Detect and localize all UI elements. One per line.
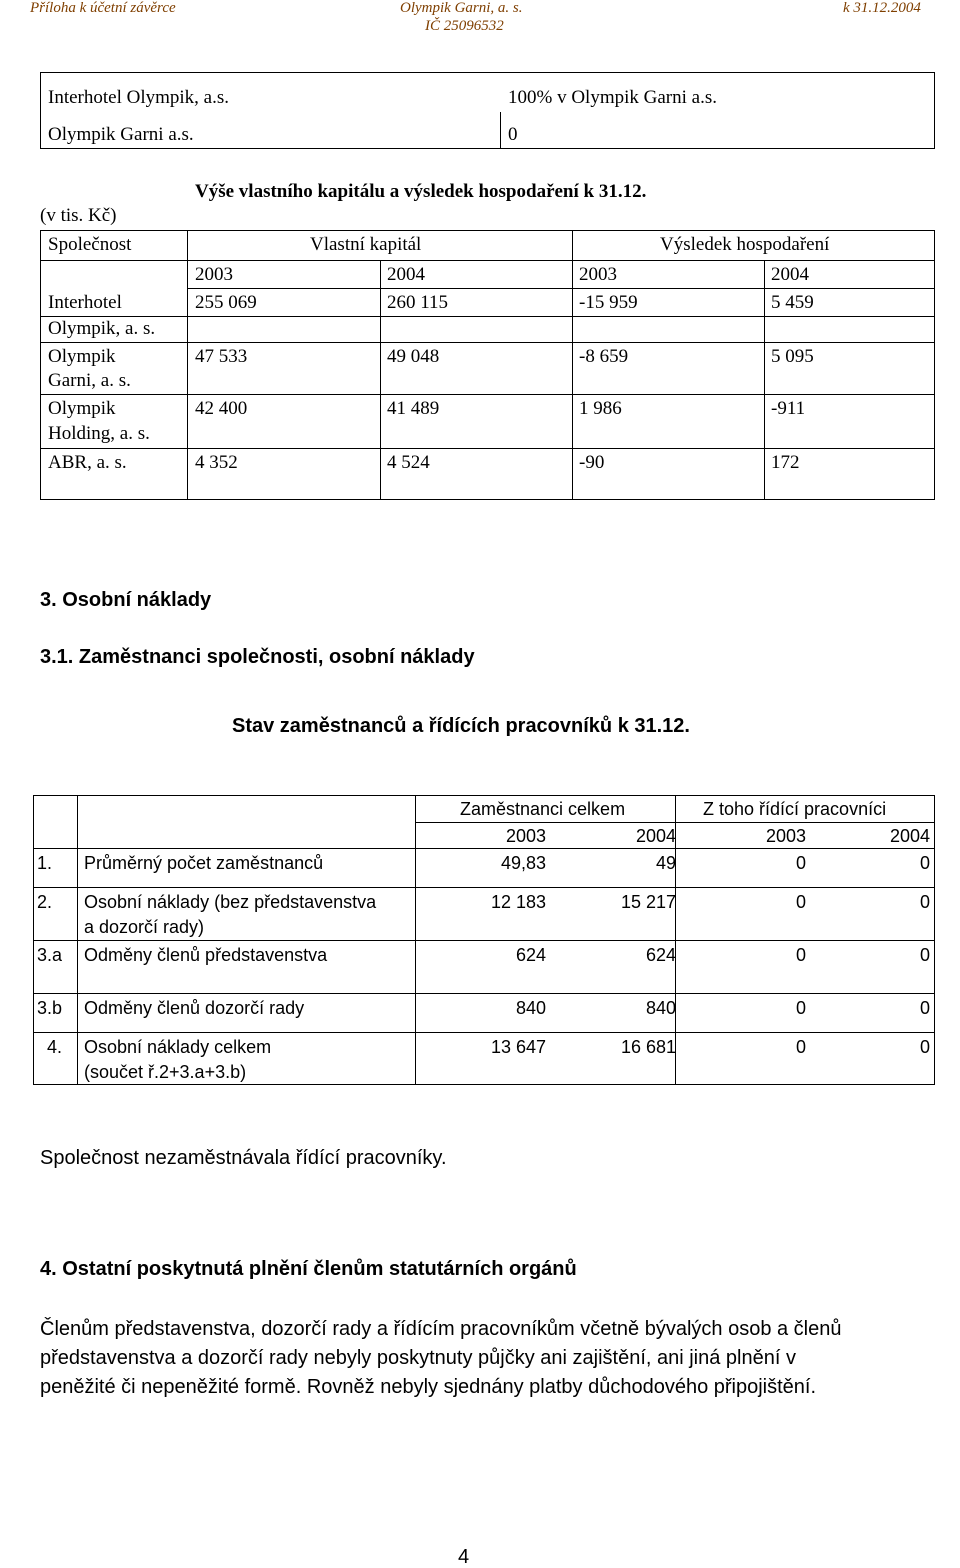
staff-row-label: (součet ř.2+3.a+3.b) (84, 1062, 247, 1082)
header-left: Příloha k účetní závěrce (30, 0, 176, 16)
equity-row-name: Garni, a. s. (48, 370, 131, 391)
section3-heading: 3. Osobní náklady (40, 589, 212, 611)
staff-cell: 49,83 (500, 853, 546, 873)
ownership-left-1: Interhotel Olympik, a.s. (48, 87, 229, 108)
equity-unit: (v tis. Kč) (40, 205, 117, 226)
equity-cell: -90 (579, 452, 605, 473)
equity-cell: 49 048 (387, 346, 440, 367)
staff-rule (33, 1032, 935, 1033)
staff-cell: 0 (919, 892, 930, 912)
equity-row-name: Olympik (48, 398, 116, 419)
header-date: k 31.12.2004 (843, 0, 921, 16)
staff-row-num: 1. (37, 853, 53, 873)
equity-cell: 1 986 (579, 398, 622, 419)
equity-cell: -15 959 (579, 292, 638, 313)
equity-col-rule (380, 260, 381, 500)
equity-col-rule (572, 230, 573, 500)
staff-year: 2003 (765, 826, 806, 846)
equity-cell: 255 069 (195, 292, 257, 313)
staff-row-num: 2. (37, 892, 53, 912)
equity-rule (40, 342, 935, 343)
equity-row-name: Olympik, a. s. (48, 318, 156, 339)
staff-rule (33, 993, 935, 994)
staff-rule (415, 822, 935, 823)
section4-line: Členům představenstva, dozorčí rady a řídícím pracovníkům včetně bývalých osob a členů (40, 1318, 842, 1340)
equity-rule (40, 448, 935, 449)
staff-col-mgmt: Z toho řídící pracovníci (703, 799, 887, 819)
equity-col-result: Výsledek hospodaření (660, 234, 830, 255)
staff-cell: 840 (515, 998, 546, 1018)
staff-year: 2003 (505, 826, 546, 846)
staff-cell: 13 647 (490, 1037, 546, 1057)
staff-row-label: Osobní náklady (bez představenstva (84, 892, 377, 912)
staff-cell: 0 (919, 998, 930, 1018)
equity-col-equity: Vlastní kapitál (310, 234, 422, 255)
staff-cell: 0 (795, 892, 806, 912)
equity-cell: 47 533 (195, 346, 248, 367)
staff-cell: 0 (795, 945, 806, 965)
equity-rule (40, 394, 935, 395)
staff-cell: 15 217 (620, 892, 676, 912)
equity-year: 2003 (579, 264, 617, 285)
staff-row-label: a dozorčí rady) (84, 917, 205, 937)
equity-row-name: ABR, a. s. (48, 452, 127, 473)
equity-cell: 5 459 (771, 292, 814, 313)
staff-row-label: Odměny členů představenstva (84, 945, 328, 965)
staff-rule (33, 940, 935, 941)
header-company: Olympik Garni, a. s. (400, 0, 523, 16)
section4-paragraph (40, 1315, 930, 1402)
staff-year: 2004 (635, 826, 676, 846)
staff-rule (33, 848, 935, 849)
staff-cell: 0 (919, 853, 930, 873)
section4-line: peněžité či nepeněžité formě. Rovněž nebyly sjednány platby důchodového připojištění. (40, 1376, 817, 1398)
page-number: 4 (458, 1546, 470, 1568)
equity-row-name: Holding, a. s. (48, 423, 150, 444)
staff-row-label: Odměny členů dozorčí rady (84, 998, 305, 1018)
staff-row-num: 3.a (37, 945, 63, 965)
staff-cell: 0 (795, 853, 806, 873)
equity-cell: 4 524 (387, 452, 430, 473)
equity-title: Výše vlastního kapitálu a výsledek hospodaření k 31.12. (195, 181, 647, 202)
ownership-right-1: 100% v Olympik Garni a.s. (508, 87, 717, 108)
equity-rule (187, 288, 935, 289)
staff-row-num: 3.b (37, 998, 63, 1018)
header-ic: IČ 25096532 (425, 18, 504, 34)
equity-cell: -911 (771, 398, 806, 419)
staff-cell: 12 183 (490, 892, 546, 912)
equity-row-name: Interhotel (48, 292, 122, 313)
staff-cell: 624 (515, 945, 546, 965)
staff-cell: 16 681 (620, 1037, 676, 1057)
ownership-left-2: Olympik Garni a.s. (48, 124, 194, 145)
staff-cell: 0 (919, 945, 930, 965)
equity-cell: 42 400 (195, 398, 248, 419)
staff-cell: 840 (645, 998, 676, 1018)
equity-cell: 4 352 (195, 452, 238, 473)
equity-row-name: Olympik (48, 346, 116, 367)
staff-note: Společnost nezaměstnávala řídící pracovníky. (40, 1147, 447, 1169)
staff-cell: 0 (795, 1037, 806, 1057)
staff-cell: 0 (919, 1037, 930, 1057)
equity-cell: 5 095 (771, 346, 814, 367)
equity-col-rule (764, 260, 765, 500)
equity-cell: 41 489 (387, 398, 440, 419)
staff-row-num: 4. (47, 1037, 63, 1057)
staff-row-label: Průměrný počet zaměstnanců (84, 853, 324, 873)
staff-cell: 49 (655, 853, 676, 873)
staff-table-title: Stav zaměstnanců a řídících pracovníků k 31.12. (232, 715, 690, 737)
staff-rule (33, 887, 935, 888)
staff-col-all: Zaměstnanci celkem (460, 799, 626, 819)
ownership-divider (500, 112, 501, 149)
equity-cell: 260 115 (387, 292, 449, 313)
equity-year: 2004 (771, 264, 809, 285)
equity-rule (40, 260, 935, 261)
equity-rule (40, 316, 935, 317)
section4-heading: 4. Ostatní poskytnutá plnění členům statutárních orgánů (40, 1258, 577, 1280)
staff-cell: 0 (795, 998, 806, 1018)
equity-cell: 172 (771, 452, 800, 473)
equity-cell: -8 659 (579, 346, 629, 367)
staff-cell: 624 (645, 945, 676, 965)
staff-year: 2004 (889, 826, 930, 846)
equity-col-company: Společnost (48, 234, 132, 255)
equity-col-rule (187, 230, 188, 500)
equity-year: 2004 (387, 264, 425, 285)
staff-row-label: Osobní náklady celkem (84, 1037, 272, 1057)
equity-year: 2003 (195, 264, 233, 285)
section4-line: představenstva a dozorčí rady nebyly poskytnuty půjčky ani zajištění, ani jiná plnění v (40, 1347, 796, 1369)
ownership-right-2: 0 (508, 124, 518, 145)
section3-subheading: 3.1. Zaměstnanci společnosti, osobní náklady (40, 646, 475, 668)
